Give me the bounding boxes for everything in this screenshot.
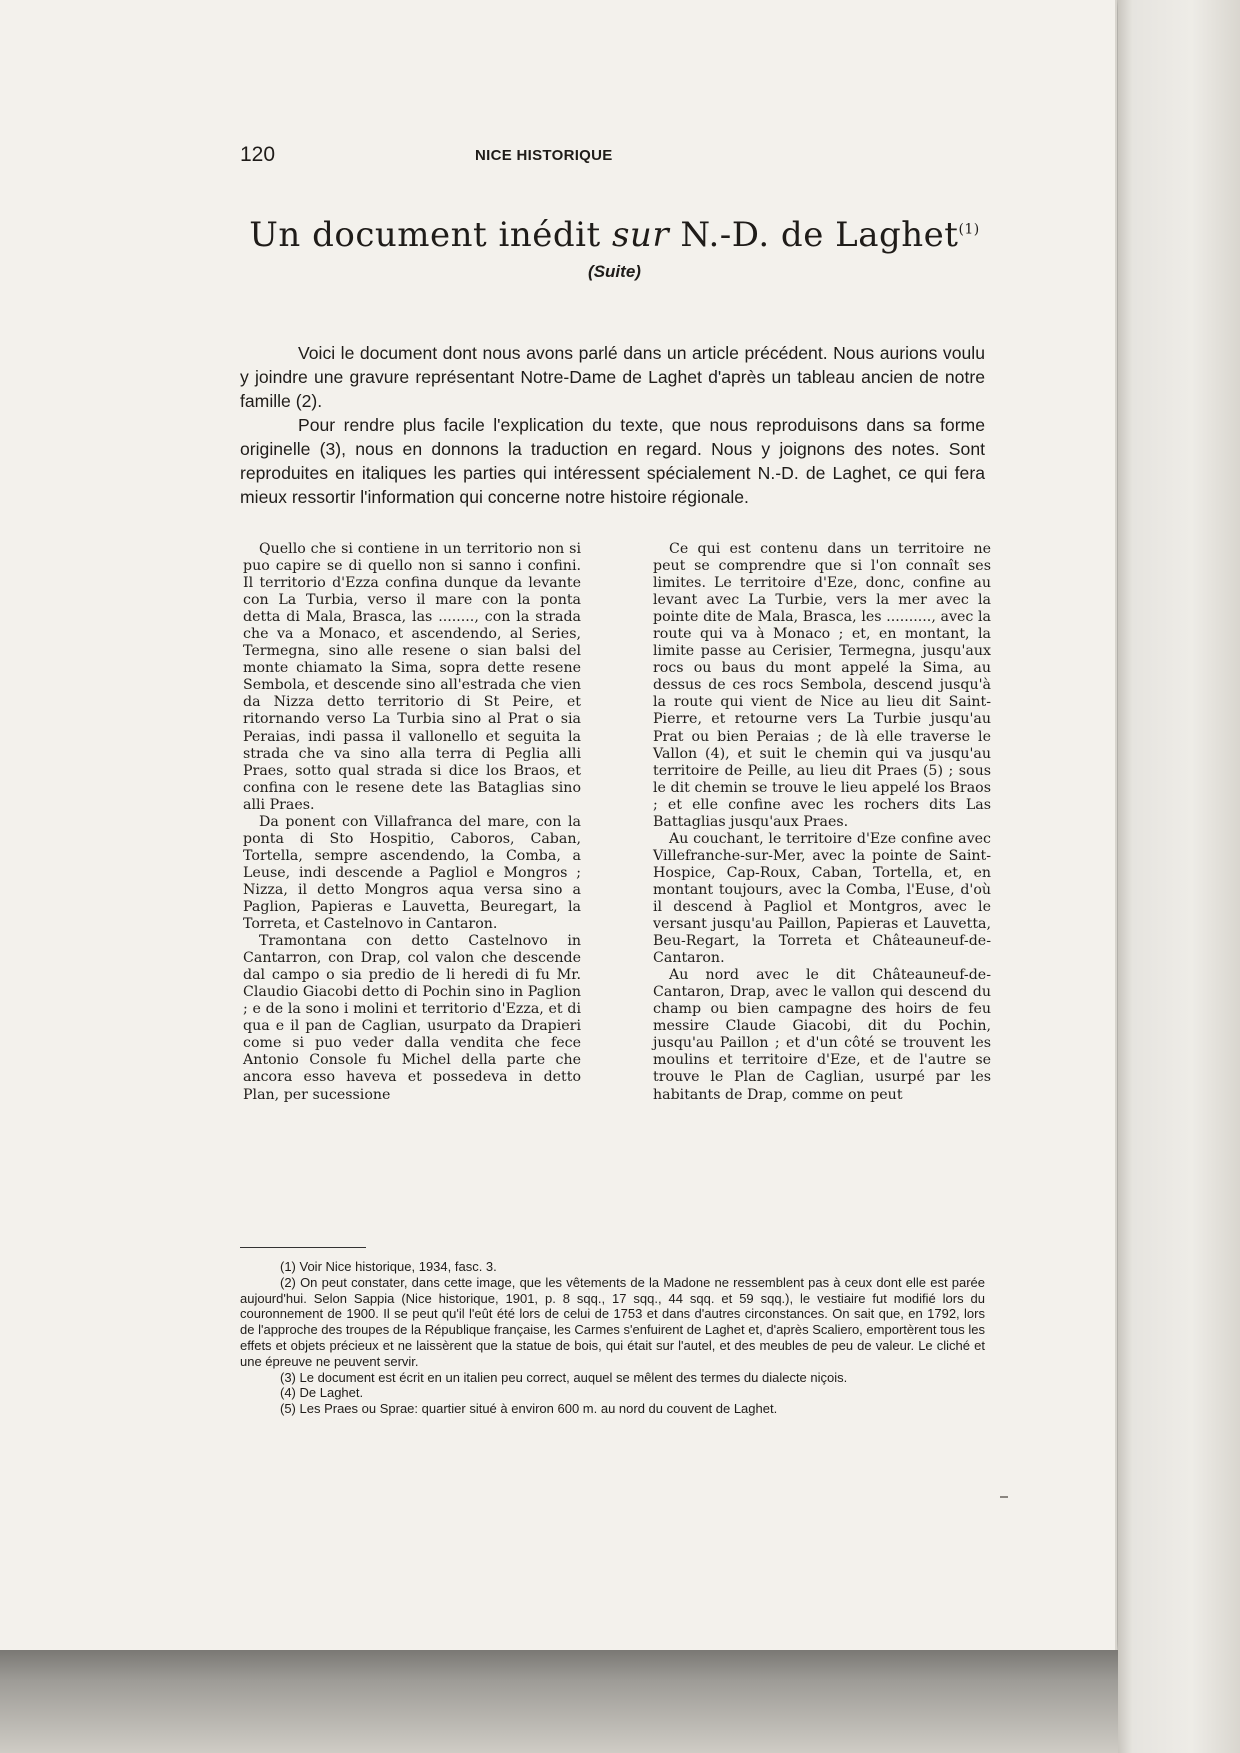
intro-paragraph: Pour rendre plus facile l'explication du texte, que nous reproduisons dans sa forme originelle (3), nous en donnons la traduction en regard. Nous y joignons des notes. Sont reproduites en italiques les parties qui intéressent spécialement N.-D. de Laghet, ce qui fera mieux ressortir l'information qui concerne notre histoire régionale.: [240, 415, 985, 507]
page-number: 120: [240, 143, 276, 166]
intro-paragraph: Voici le document dont nous avons parlé dans un article précédent. Nous aurions voulu y joindre une gravure représentant Notre-Dame de Laghet d'après un tableau ancien de notre famille (2).: [240, 343, 985, 411]
title-italic: sur: [611, 215, 670, 255]
scan-bottom-shadow: [0, 1650, 1118, 1753]
footnote: (3) Le document est écrit en un italien peu correct, auquel se mêlent des termes du dialecte niçois.: [280, 1369, 848, 1385]
article-subtitle: (Suite): [588, 262, 641, 281]
intro: [240, 341, 985, 509]
title-note-ref: (1): [958, 221, 980, 238]
footnote: (5) Les Praes ou Sprae: quartier situé à environ 600 m. au nord du couvent de Laghet.: [280, 1401, 778, 1417]
french-column: [653, 541, 991, 1104]
italian-column: [243, 541, 581, 1104]
running-head: NICE HISTORIQUE: [475, 147, 613, 164]
article-title: [240, 215, 989, 255]
italian-paragraph: Quello che si contiene in un territorio non si puo capire se di quello non si sanno i confini. Il territorio d'Ezza confina dunque da levante con La Turbia, verso il mare con la ponta detta di Mala, Brasca, las ........, con la strada che va a Monaco, et ascendendo, al Series, Termegna, sino alle resene o sian balsi del monte chiamato la Sima, sopra dette resene Sembola, et descende sino all'estrada che vien da Nizza detto territorio di St Peire, et ritornando verso La Turbia sino al Prat o sia Peraias, indi passa il vallonello et seguita la strada che va sino alla terra di Peglia alli Praes, sotto qual strada si dice los Braos, et confina con le resene dete las Bataglias sino alli Praes.: [243, 541, 581, 813]
page-header: [240, 143, 989, 171]
printer-mark: [1000, 1496, 1008, 1498]
title-main: Un document inédit: [249, 215, 612, 255]
french-paragraph: Ce qui est contenu dans un territoire ne peut se comprendre que si l'on connaît ses limites. Le territoire d'Eze, donc, confine au levant avec La Turbie, vers la mer avec la pointe dite de Mala, Brasca, les .........., avec la route qui va à Monaco ; et, en montant, la limite passe au Cerisier, Termegna, jusqu'aux rocs ou baus du mont appelé la Sima, au dessus de ces rocs Sembola, descend jusqu'à la route qui vient de Nice au lieu dit Saint-Pierre, et retourne vers La Turbie jusqu'au Prat ou bien Peraias ; de là elle traverse le Vallon (4), et suit le chemin qui va jusqu'au territoire de Peille, au lieu dit Praes (5) ; sous le dit chemin se trouve le lieu appelé los Braos ; et elle confine avec les rochers dits Las Battaglias jusqu'aux Praes.: [653, 541, 991, 830]
title-end: N.-D. de Laghet: [669, 215, 959, 255]
footnote: (1) Voir Nice historique, 1934, fasc. 3.: [280, 1259, 497, 1274]
french-paragraph: Au couchant, le territoire d'Eze confine avec Villefranche-sur-Mer, avec la pointe de Saint-Hospice, Cap-Roux, Caban, Tortella, et, en montant toujours, avec la Comba, l'Euse, d'où il descend à Pagliol et Montgros, avec le versant jusqu'au Paillon, Papieras et Lauvetta, Beu-Regart, la Torreta et Châteauneuf-de-Cantaron.: [653, 830, 991, 967]
french-paragraph: Au nord avec le dit Châteauneuf-de-Cantaron, Drap, avec le vallon qui descend du champ ou bien campagne des hoirs de feu messire Claude Giacobi, dit du Pochin, jusqu'au Paillon ; et d'un côté se trouvent les moulins et territoire d'Eze, et de l'autre se trouve le Plan de Caglian, usurpé par les habitants de Drap, comme on peut: [653, 967, 991, 1103]
footnote: (2) On peut constater, dans cette image, que les vêtements de la Madone ne ressemblent pas à ceux dont elle est parée aujourd'hui. Selon Sappia (Nice historique, 1901, p. 8 sqq., 17 sqq., 44 sqq. et 59 sqq.), le vestiaire fut modifié lors du couronnement de 1900. Il se peut qu'il l'eût été lors de celui de 1753 et dans d'autres circonstances. On sait que, en 1792, lors de l'approche des troupes de la République française, les Carmes s'enfuirent de Laghet et, d'après Scaliero, emportèrent tous les effets et objets précieux et ne laissèrent que la statue de bois, qui était sur l'autel, et des meubles de peu de valeur. Le cliché et une épreuve ne peuvent servir.: [240, 1274, 985, 1369]
italian-paragraph: Tramontana con detto Castelnovo in Cantarron, con Drap, col valon che descende dal campo o sia predio de li heredi di fu Mr. Claudio Giacobi detto di Pochin sino in Paglion ; e de la sono i molini et territorio d'Ezza, et di qua e il pan de Caglian, usurpato da Drapieri come si puo veder dalla vendita che fece Antonio Console fu Michel della parte che ancora esso haveva et possedeva in detto Plan, per sucessione: [243, 933, 581, 1103]
italian-paragraph: Da ponent con Villafranca del mare, con la ponta di Sto Hospitio, Caboros, Caban, Tortella, sempre ascendendo, la Comba, a Leuse, indi descende a Pagliol e Mongros ; Nizza, il detto Mongros aqua versa sino a Paglion, Papieras e Lauvetta, Beuregart, la Torreta, et Castelnovo in Cantaron.: [243, 813, 581, 933]
footnote: (4) De Laghet.: [280, 1385, 364, 1401]
footnotes: [240, 1259, 985, 1417]
footnote-divider: [240, 1247, 366, 1248]
next-page-edge: [1118, 0, 1240, 1753]
